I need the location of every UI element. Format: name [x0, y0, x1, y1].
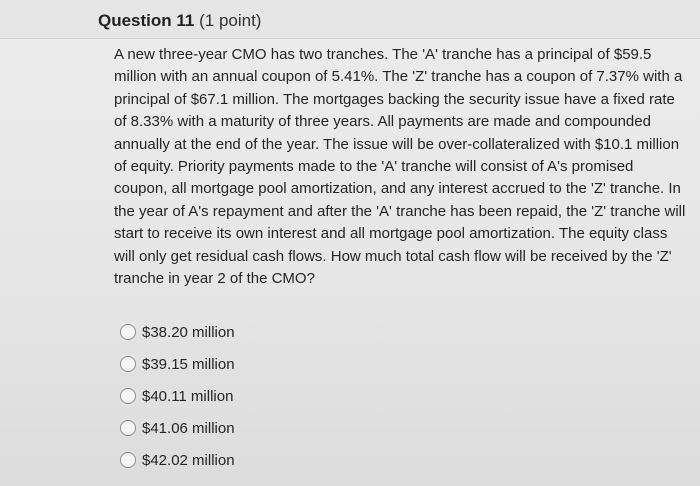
radio-button[interactable]: [120, 356, 136, 372]
answer-option-label[interactable]: $40.11 million: [142, 387, 234, 405]
question-body: [114, 44, 689, 290]
question-points: (1 point): [199, 11, 262, 30]
answer-option[interactable]: [120, 412, 420, 444]
radio-button[interactable]: [120, 324, 136, 340]
answer-option-label[interactable]: $39.15 million: [142, 355, 235, 373]
answer-option[interactable]: [120, 444, 420, 476]
question-number: Question 11: [98, 11, 195, 30]
radio-button[interactable]: [120, 452, 136, 468]
answer-option-label[interactable]: $41.06 million: [142, 419, 235, 437]
answer-option-label[interactable]: $42.02 million: [142, 451, 235, 469]
question-text: A new three-year CMO has two tranches. The 'A' tranche has a principal of $59.5 million with an annual coupon of 5.41%. The 'Z' tranche has a coupon of 7.37% with a principal of $67.1 million. The mortgages backing the security issue have a fixed rate of 8.33% with a maturity of three years. All payments are made and compounded annually at the end of the year. The issue will be over-collateralized with $10.1 million of equity. Priority payments made to the 'A' tranche will consist of A's promised coupon, all mortgage pool amortization, and any interest accrued to the 'Z' tranche. In the year of A's repayment and after the 'A' tranche has been repaid, the 'Z' tranche will start to receive its own interest and all mortgage pool amortization. The equity class will only get residual cash flows. How much total cash flow will be received by the 'Z' tranche in year 2 of the CMO?: [114, 46, 686, 288]
answer-option-label[interactable]: $38.20 million: [142, 323, 235, 341]
radio-button[interactable]: [120, 388, 136, 404]
answer-option[interactable]: [120, 316, 420, 348]
answer-options: [120, 316, 420, 476]
radio-button[interactable]: [120, 420, 136, 436]
answer-option[interactable]: [120, 380, 420, 412]
answer-option[interactable]: [120, 348, 420, 380]
question-header: [0, 0, 700, 39]
question-title: [98, 11, 261, 31]
